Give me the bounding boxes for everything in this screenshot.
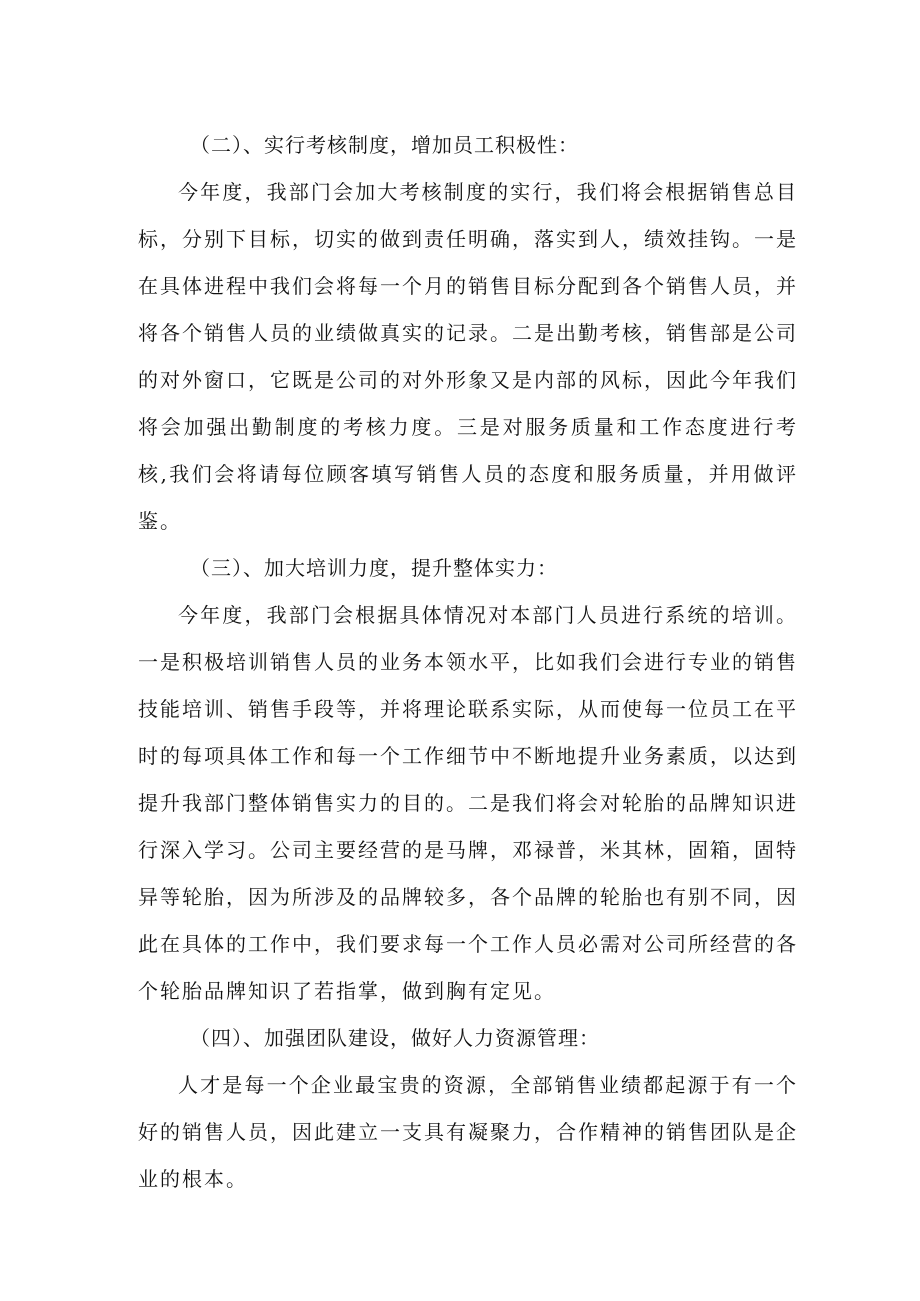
section-paragraph-2: 今年度，我部门会加大考核制度的实行，我们将会根据销售总目标，分别下目标，切实的做到责任明确，落实到人，绩效挂钩。一是在具体进程中我们会将每一个月的销售目标分配到各个销售人员，并将各个销售人员的业绩做真实的记录。二是出勤考核，销售部是公司的对外窗口，它既是公司的对外形象又是内部的风标，因此今年我们将会加强出勤制度的考核力度。三是对服务质量和工作态度进行考核,我们会将请每位顾客填写销售人员的态度和服务质量，并用做评鉴。	[138, 180, 798, 533]
section-paragraph-3: 今年度，我部门会根据具体情况对本部门人员进行系统的培训。一是积极培训销售人员的业务本领水平，比如我们会进行专业的销售技能培训、销售手段等，并将理论联系实际，从而使每一位员工在平时的每项具体工作和每一个工作细节中不断地提升业务素质，以达到提升我部门整体销售实力的目的。二是我们将会对轮胎的品牌知识进行深入学习。公司主要经营的是马牌，邓禄普，米其林，固箱，固特异等轮胎，因为所涉及的品牌较多，各个品牌的轮胎也有别不同，因此在具体的工作中，我们要求每一个工作人员必需对公司所经营的各个轮胎品牌知识了若指掌，做到胸有定见。	[138, 603, 798, 1003]
section-paragraph-4: 人才是每一个企业最宝贵的资源，全部销售业绩都起源于有一个好的销售人员，因此建立一支具有凝聚力，合作精神的销售团队是企业的根本。	[138, 1073, 798, 1191]
section-heading-2: （二）、实行考核制度，增加员工积极性：	[190, 133, 579, 157]
document-body	[138, 122, 798, 1203]
section-heading-4: （四）、加强团队建设，做好人力资源管理：	[190, 1026, 600, 1050]
section-heading-3: （三）、加大培训力度，提升整体实力：	[190, 556, 558, 580]
